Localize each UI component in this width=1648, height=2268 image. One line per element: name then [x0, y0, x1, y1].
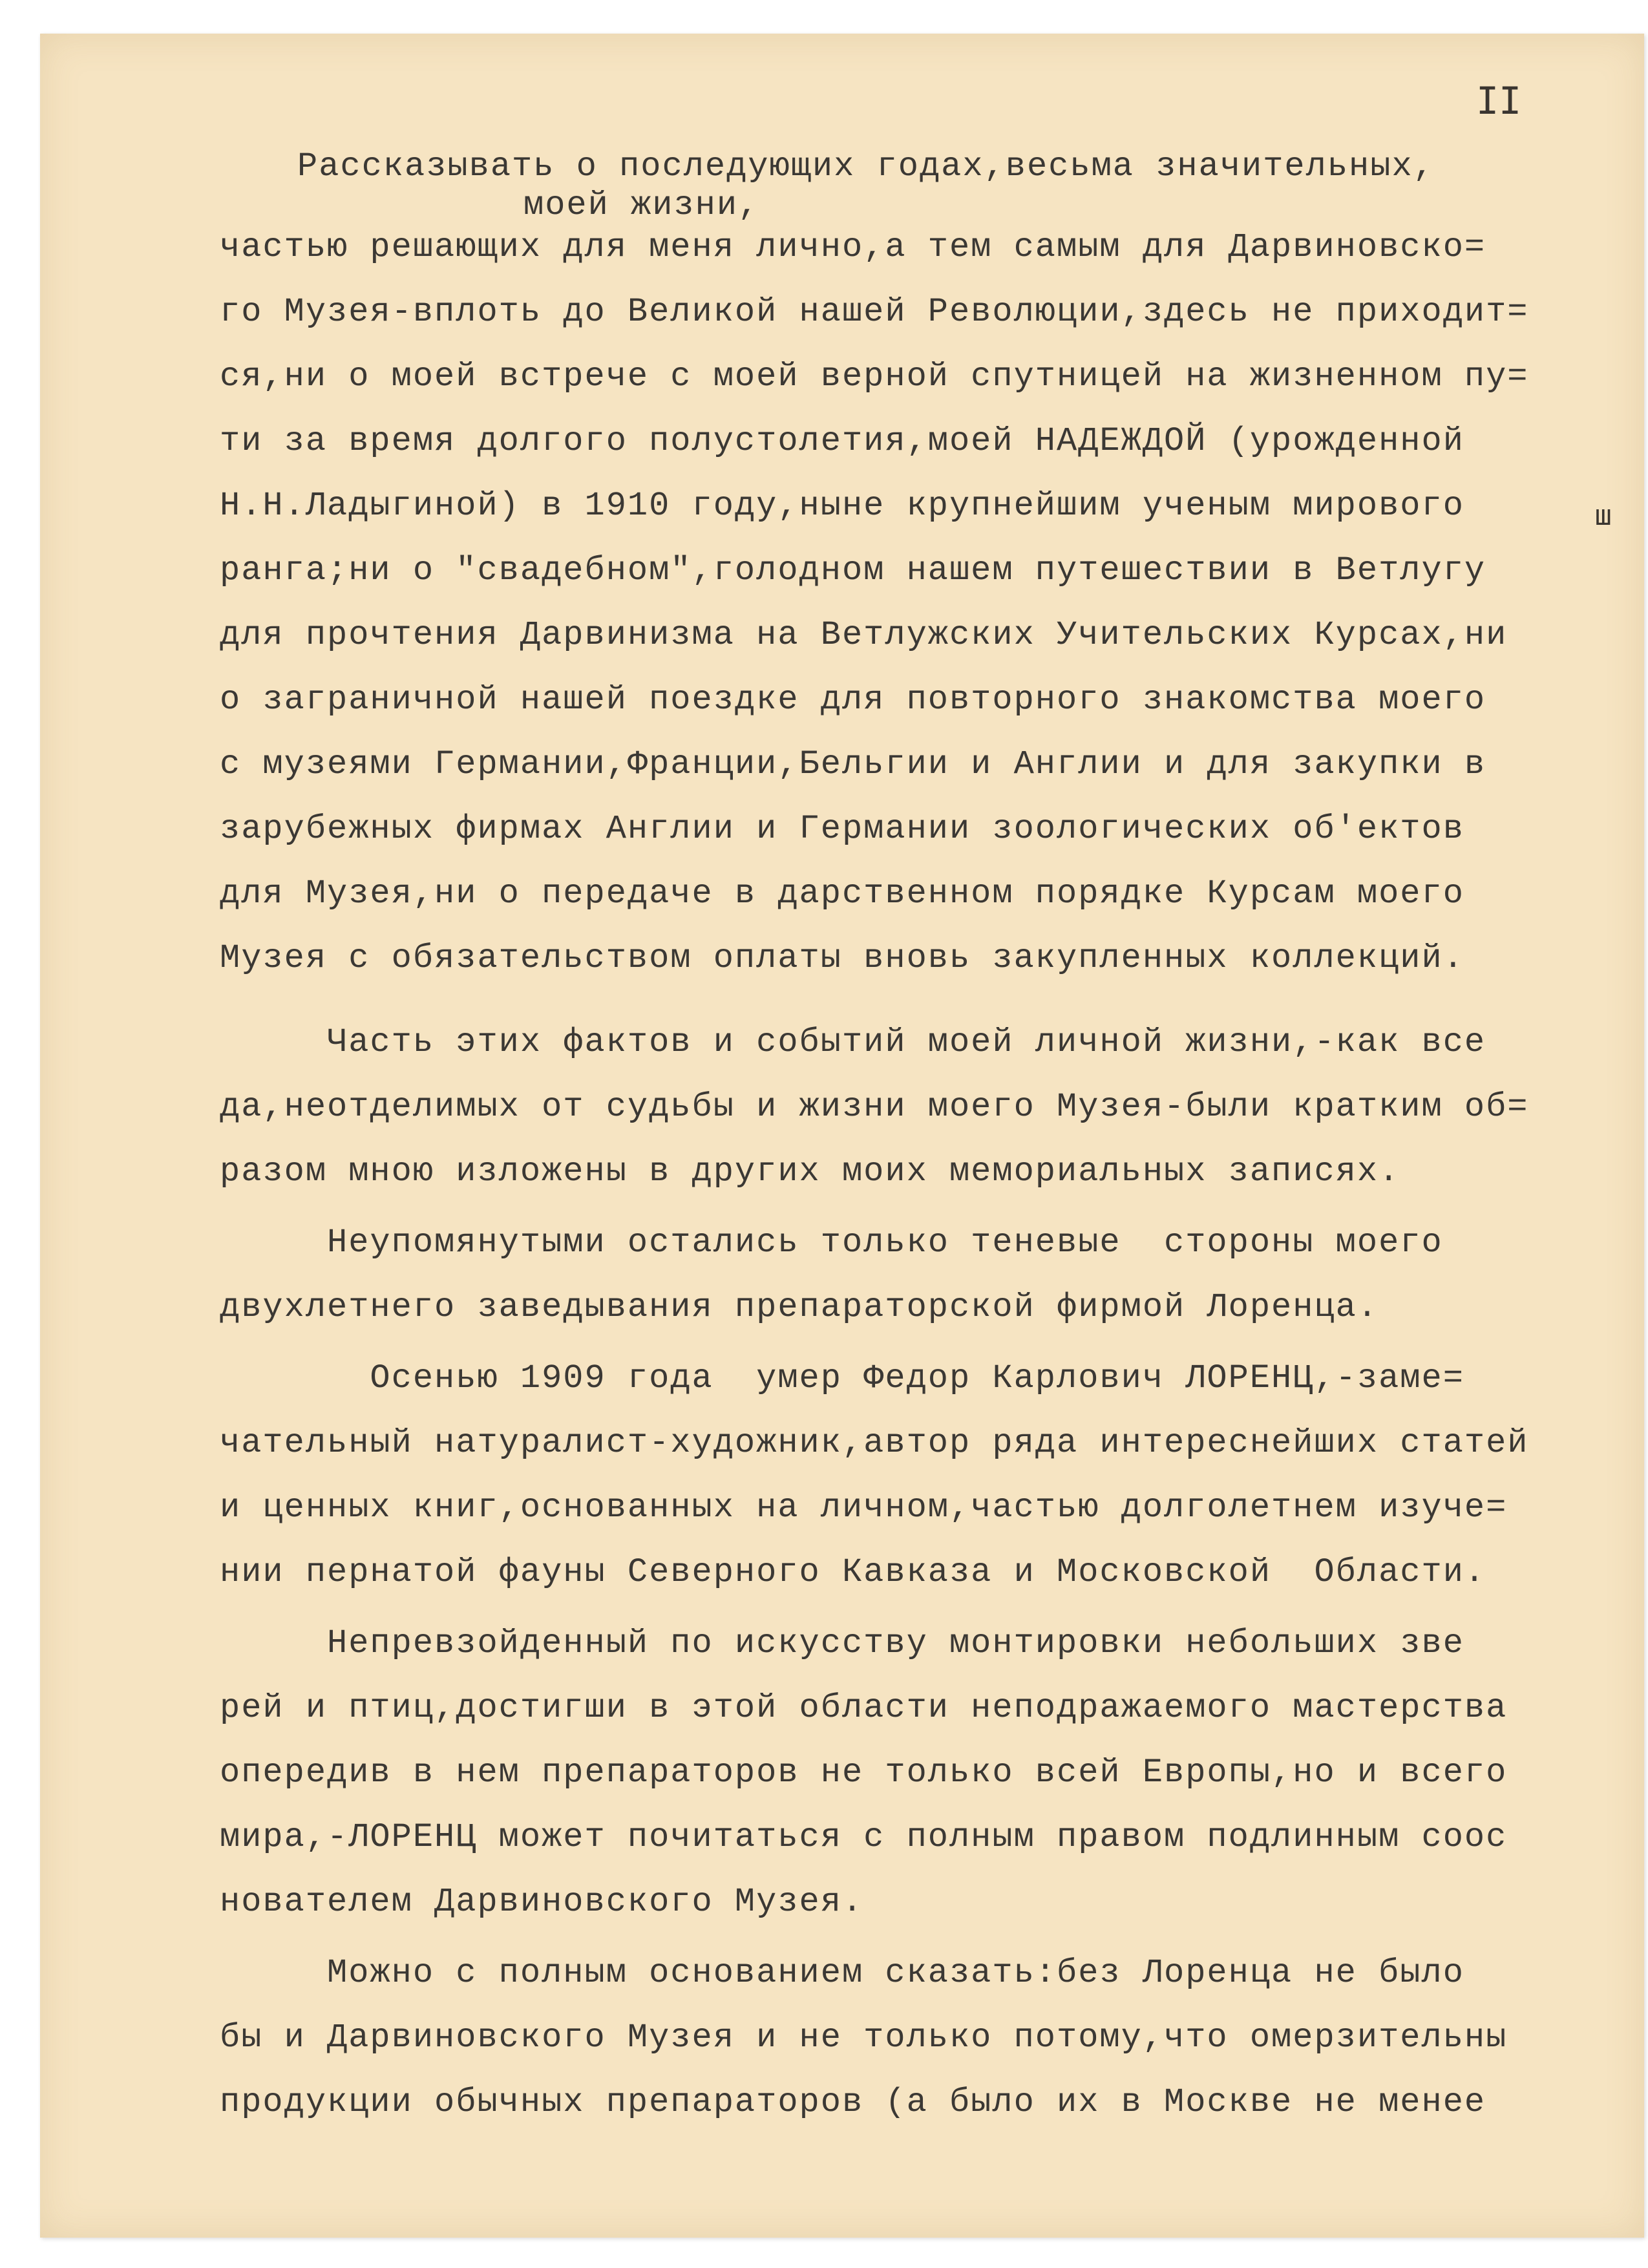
page-number: II [1476, 79, 1521, 123]
text-line: Музея с обязательством оплаты вновь закупленных коллекций. [220, 939, 1464, 977]
text-line: нии пернатой фауны Северного Кавказа и Московской Области. [220, 1553, 1486, 1591]
text-line: и ценных книг,основанных на личном,частью долголетнем изуче= [220, 1489, 1508, 1527]
text-line: для Музея,ни о передаче в дарственном порядке Курсам моего [220, 874, 1464, 913]
text-line: ся,ни о моей встрече с моей верной спутницей на жизненном пу= [220, 357, 1529, 396]
text-line: Непревзойденный по искусству монтировки небольших зве [220, 1624, 1464, 1662]
heading-line-2: моей жизни, [523, 186, 760, 224]
text-line: частью решающих для меня лично,а тем самым для Дарвиновско= [220, 228, 1486, 266]
text-line: го Музея-вплоть до Великой нашей Революции,здесь не приходит= [220, 293, 1529, 331]
text-line: рей и птиц,достигши в этой области неподражаемого мастерства [220, 1689, 1508, 1727]
text-line: с музеями Германии,Франции,Бельгии и Англии и для закупки в [220, 745, 1486, 783]
text-line: бы и Дарвиновского Музея и не только потому,что омерзительны [220, 2019, 1508, 2057]
margin-mark: ш [1594, 499, 1612, 532]
text-line: Н.Н.Ладыгиной) в 1910 году,ныне крупнейшим ученым мирового [220, 487, 1464, 525]
text-line: продукции обычных препараторов (а было их в Москве не менее [220, 2083, 1486, 2121]
text-line: для прочтения Дарвинизма на Ветлужских Учительских Курсах,ни [220, 616, 1508, 654]
text-line: ранга;ни о "свадебном",голодном нашем путешествии в Ветлугу [220, 551, 1486, 589]
text-line: нователем Дарвиновского Музея. [220, 1883, 864, 1921]
text-line: Часть этих фактов и событий моей личной жизни,-как все [220, 1023, 1486, 1061]
text-line: зарубежных фирмах Англии и Германии зоологических об'ектов [220, 810, 1464, 848]
text-line: чательный натуралист-художник,автор ряда интереснейших статей [220, 1424, 1529, 1462]
text-line: мира,-ЛОРЕНЦ может почитаться с полным правом подлинным соос [220, 1818, 1508, 1856]
text-line: ти за время долгого полустолетия,моей НАДЕЖДОЙ (урожденной [220, 422, 1464, 460]
text-line: двухлетнего заведывания препараторской фирмой Лоренца. [220, 1288, 1379, 1326]
text-line: разом мною изложены в других моих мемориальных записях. [220, 1152, 1400, 1191]
text-line: Неупомянутыми остались только теневые стороны моего [220, 1224, 1443, 1262]
text-line: о заграничной нашей поездке для повторного знакомства моего [220, 681, 1486, 719]
text-line: опередив в нем препараторов не только всей Европы,но и всего [220, 1754, 1508, 1792]
text-line: Осенью 1909 года умер Федор Карлович ЛОРЕНЦ,-заме= [220, 1359, 1464, 1397]
heading-line-1: Рассказывать о последующих годах,весьма значительных, [297, 147, 1435, 185]
text-line: да,неотделимых от судьбы и жизни моего Музея-были кратким об= [220, 1088, 1529, 1126]
text-line: Можно с полным основанием сказать:без Лоренца не было [220, 1954, 1464, 1992]
